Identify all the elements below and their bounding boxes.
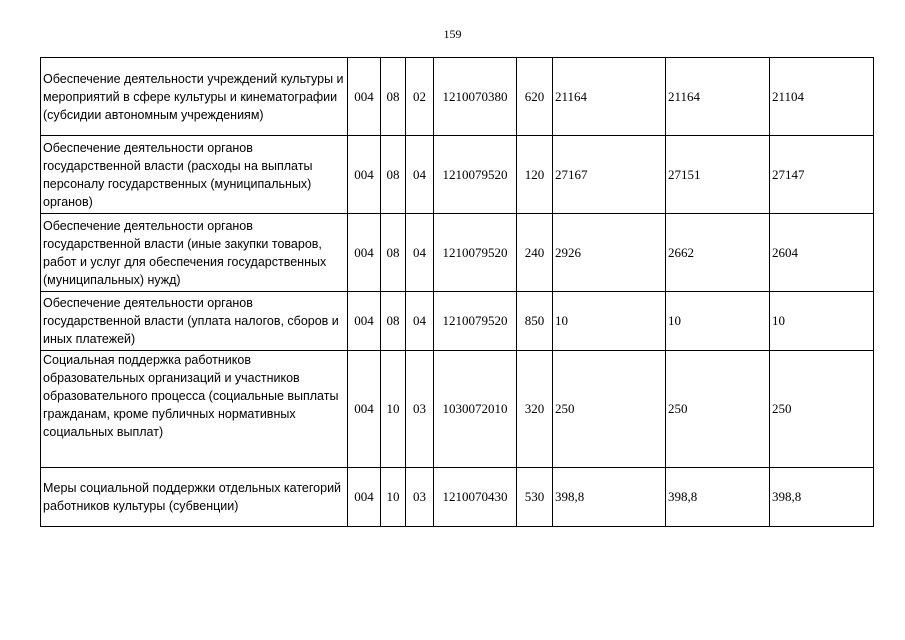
ministry-code: 004 [348,351,381,468]
subsection-code: 04 [406,214,434,292]
target-article-code: 1210070380 [434,58,517,136]
subsection-code: 02 [406,58,434,136]
amount-year-3: 10 [770,292,874,351]
amount-year-1: 250 [553,351,666,468]
page-number: 159 [443,27,462,41]
section-code: 10 [381,468,406,527]
section-code: 08 [381,58,406,136]
target-article-code: 1210079520 [434,214,517,292]
table-row [41,351,874,468]
expense-type-code: 120 [517,136,553,214]
expense-type-code: 240 [517,214,553,292]
amount-year-2: 250 [666,351,770,468]
amount-year-3: 21104 [770,58,874,136]
target-article-code: 1210079520 [434,292,517,351]
ministry-code: 004 [348,292,381,351]
amount-year-3: 27147 [770,136,874,214]
row-description: Обеспечение деятельности органов государственной власти (расходы на выплаты персоналу государственных (муниципальных) органов) [41,136,348,214]
table-row [41,214,874,292]
row-description: Социальная поддержка работников образовательных организаций и участников образовательного процесса (социальные выплаты гражданам, кроме публичных нормативных социальных выплат) [41,351,348,468]
ministry-code: 004 [348,468,381,527]
expense-type-code: 620 [517,58,553,136]
subsection-code: 03 [406,468,434,527]
amount-year-1: 2926 [553,214,666,292]
ministry-code: 004 [348,58,381,136]
ministry-code: 004 [348,136,381,214]
section-code: 08 [381,214,406,292]
target-article-code: 1210079520 [434,136,517,214]
expense-type-code: 850 [517,292,553,351]
amount-year-1: 398,8 [553,468,666,527]
amount-year-3: 398,8 [770,468,874,527]
row-description: Обеспечение деятельности учреждений культуры и мероприятий в сфере культуры и кинематографии (субсидии автономным учреждениям) [41,58,348,136]
table-row [41,136,874,214]
amount-year-2: 27151 [666,136,770,214]
subsection-code: 03 [406,351,434,468]
amount-year-1: 10 [553,292,666,351]
section-code: 08 [381,136,406,214]
section-code: 08 [381,292,406,351]
row-description: Обеспечение деятельности органов государственной власти (уплата налогов, сборов и иных платежей) [41,292,348,351]
target-article-code: 1210070430 [434,468,517,527]
subsection-code: 04 [406,136,434,214]
target-article-code: 1030072010 [434,351,517,468]
section-code: 10 [381,351,406,468]
amount-year-3: 2604 [770,214,874,292]
row-description: Меры социальной поддержки отдельных категорий работников культуры (субвенции) [41,468,348,527]
ministry-code: 004 [348,214,381,292]
amount-year-2: 10 [666,292,770,351]
table-row [41,58,874,136]
expense-type-code: 320 [517,351,553,468]
budget-table [40,57,874,527]
row-description: Обеспечение деятельности органов государственной власти (иные закупки товаров, работ и услуг для обеспечения государственных (муниципальных) нужд) [41,214,348,292]
table-row [41,468,874,527]
table-row [41,292,874,351]
amount-year-1: 27167 [553,136,666,214]
amount-year-2: 21164 [666,58,770,136]
amount-year-1: 21164 [553,58,666,136]
subsection-code: 04 [406,292,434,351]
amount-year-2: 2662 [666,214,770,292]
expense-type-code: 530 [517,468,553,527]
amount-year-3: 250 [770,351,874,468]
amount-year-2: 398,8 [666,468,770,527]
